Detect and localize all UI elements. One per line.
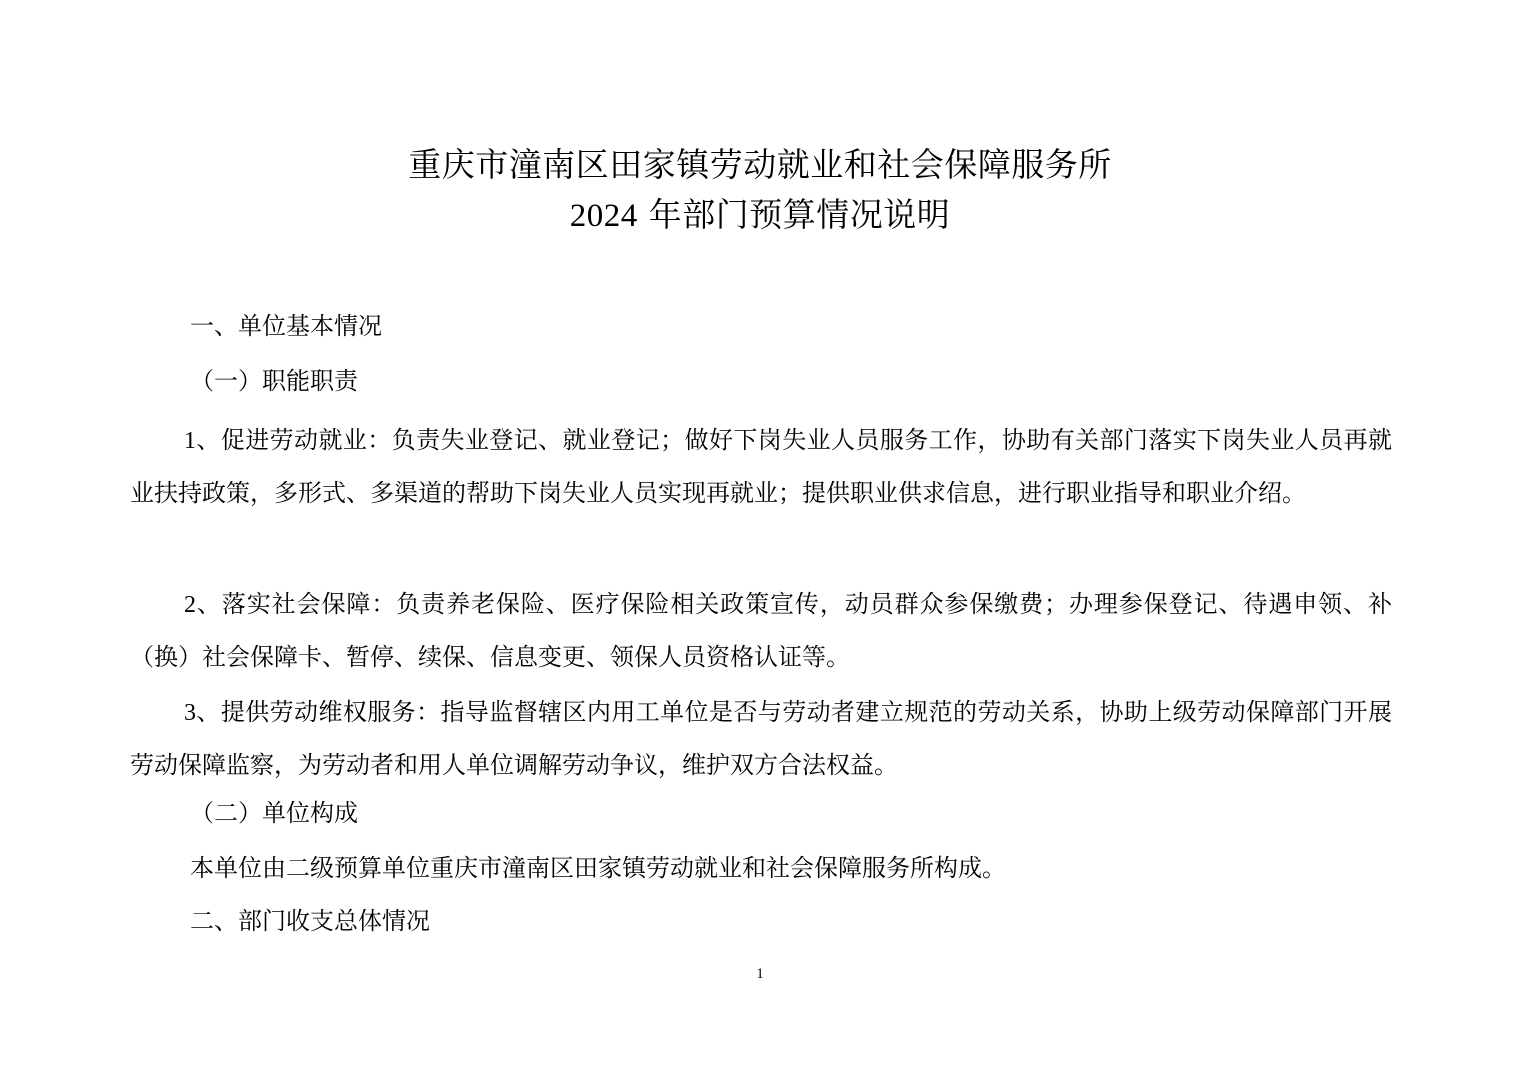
- page-number: 1: [756, 966, 764, 982]
- item-2-number: 2: [184, 592, 196, 618]
- item-3-text: 、提供劳动维权服务：指导监督辖区内用工单位是否与劳动者建立规范的劳动关系，协助上级劳动保障部门开展劳动保障监察，为劳动者和用人单位调解劳动争议，维护双方合法权益。: [130, 698, 1392, 779]
- paragraph-item-2: [130, 578, 1392, 683]
- title-line-1: 重庆市潼南区田家镇劳动就业和社会保障服务所: [408, 145, 1112, 184]
- item-1-number: 1: [184, 428, 196, 454]
- title-year: 2024: [569, 198, 638, 234]
- paragraph-item-1: [130, 414, 1392, 519]
- section-1-heading: 一、单位基本情况: [190, 312, 382, 340]
- document-title: [0, 140, 1520, 240]
- item-3-number: 3: [184, 700, 196, 726]
- section-2-heading: 二、部门收支总体情况: [190, 907, 430, 935]
- section-1-2-text: 本单位由二级预算单位重庆市潼南区田家镇劳动就业和社会保障服务所构成。: [190, 854, 1006, 882]
- item-2-text: 、落实社会保障：负责养老保险、医疗保险相关政策宣传，动员群众参保缴费；办理参保登记、待遇申领、补（换）社会保障卡、暂停、续保、信息变更、领保人员资格认证等。: [130, 590, 1392, 671]
- paragraph-item-3: [130, 686, 1392, 791]
- section-1-2-heading: （二）单位构成: [190, 799, 358, 827]
- item-1-text: 、促进劳动就业：负责失业登记、就业登记；做好下岗失业人员服务工作，协助有关部门落实下岗失业人员再就业扶持政策，多形式、多渠道的帮助下岗失业人员实现再就业；提供职业供求信息，进行职业指导和职业介绍。: [130, 426, 1392, 507]
- title-line-2-text: 年部门预算情况说明: [637, 195, 951, 234]
- section-1-1-heading: （一）职能职责: [190, 367, 358, 395]
- title-line-2: [0, 190, 1520, 240]
